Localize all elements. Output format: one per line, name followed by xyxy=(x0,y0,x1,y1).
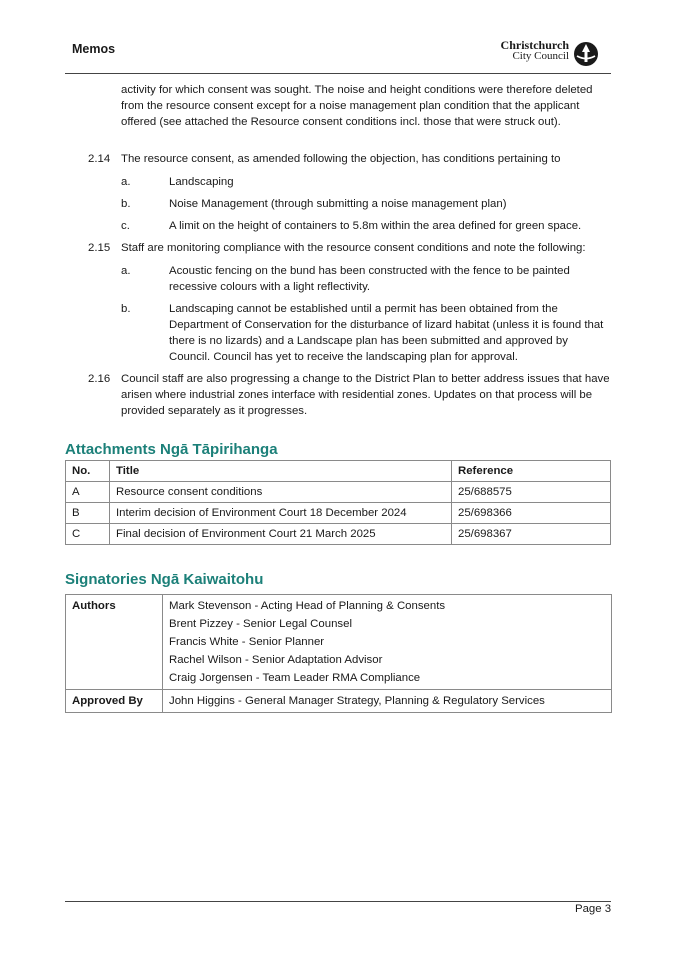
table-cell: A xyxy=(66,482,110,503)
table-cell: Resource consent conditions xyxy=(110,482,452,503)
table-row xyxy=(66,503,611,524)
sub-label: b. xyxy=(121,303,131,315)
attachments-heading: Attachments Ngā Tāpirihanga xyxy=(65,441,278,458)
table-header-row xyxy=(66,461,611,482)
header-rule xyxy=(65,73,611,74)
sub-text: Landscaping cannot be established until a permit has been obtained from the Department of Conservation for the disturbance of lizard habitat (unless it is found that there is no lizards) and a Landscape plan has been submitted and approved by Council. Council has yet to receive the landscaping plan for approval. xyxy=(169,303,604,363)
council-logo xyxy=(497,40,603,68)
item-text: Staff are monitoring compliance with the resource consent conditions and note the following: xyxy=(121,242,586,254)
signatories-heading: Signatories Ngā Kaiwaitohu xyxy=(65,571,264,588)
sub-label: a. xyxy=(121,265,131,277)
table-cell: 25/698367 xyxy=(452,524,611,545)
column-header: Title xyxy=(110,461,452,482)
table-cell: Final decision of Environment Court 21 March 2025 xyxy=(110,524,452,545)
table-cell: B xyxy=(66,503,110,524)
sub-text: A limit on the height of containers to 5.8m within the area defined for green space. xyxy=(169,220,582,232)
table-cell: Interim decision of Environment Court 18 December 2024 xyxy=(110,503,452,524)
sub-label: a. xyxy=(121,176,131,188)
sub-text: Noise Management (through submitting a noise management plan) xyxy=(169,198,507,210)
table-cell: 25/688575 xyxy=(452,482,611,503)
approver-name: John Higgins - General Manager Strategy, Planning & Regulatory Services xyxy=(163,690,612,713)
sub-text: Landscaping xyxy=(169,176,234,188)
approved-by-label: Approved By xyxy=(66,690,163,713)
signatories-table xyxy=(65,594,612,713)
author-name: Francis White - Senior Planner xyxy=(169,636,325,648)
continuation-paragraph: activity for which consent was sought. The noise and height conditions were therefore deleted from the resource consent except for a noise management plan condition that the applicant offered (see attached the Resource consent conditions incl. those that were struck out). xyxy=(121,84,593,128)
header-title: Memos xyxy=(72,42,116,56)
item-text: The resource consent, as amended following the objection, has conditions pertaining to xyxy=(121,153,561,165)
item-text: Council staff are also progressing a change to the District Plan to better address issues that have arisen where industrial zones interface with residential zones. Updates on that process will be provided separately as it progresses. xyxy=(121,373,610,417)
footer-rule xyxy=(65,901,611,902)
table-row xyxy=(66,690,612,713)
cathedral-emblem-icon xyxy=(573,41,599,67)
column-header: Reference xyxy=(452,461,611,482)
sub-label: c. xyxy=(121,220,130,232)
author-name: Craig Jorgensen - Team Leader RMA Compliance xyxy=(169,672,421,684)
table-cell: 25/698366 xyxy=(452,503,611,524)
author-name: Rachel Wilson - Senior Adaptation Advisor xyxy=(169,654,383,666)
logo-line1: Christchurch xyxy=(500,38,569,52)
sub-label: b. xyxy=(121,198,131,210)
item-number: 2.15 xyxy=(88,242,111,254)
table-row xyxy=(66,482,611,503)
attachments-table xyxy=(65,460,611,545)
item-number: 2.14 xyxy=(88,153,111,165)
logo-line2: City Council xyxy=(512,50,569,62)
table-row xyxy=(66,524,611,545)
table-row xyxy=(66,595,612,690)
page-number: Page 3 xyxy=(575,903,612,915)
author-name: Mark Stevenson - Acting Head of Planning & Consents xyxy=(169,600,446,612)
authors-label: Authors xyxy=(66,595,163,690)
column-header: No. xyxy=(66,461,110,482)
item-number: 2.16 xyxy=(88,373,111,385)
sub-text: Acoustic fencing on the bund has been constructed with the fence to be painted recessive colours with a light reflectivity. xyxy=(169,265,570,293)
table-cell: C xyxy=(66,524,110,545)
author-name: Brent Pizzey - Senior Legal Counsel xyxy=(169,618,352,630)
